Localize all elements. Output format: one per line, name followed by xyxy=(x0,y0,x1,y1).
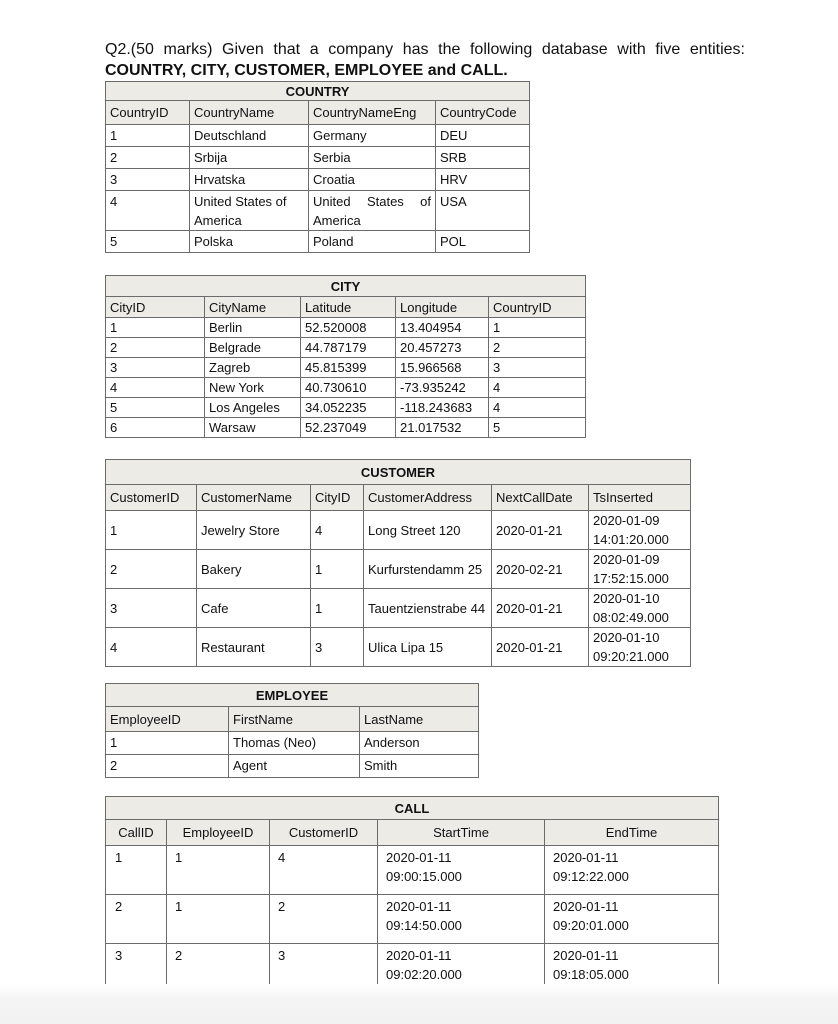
table-cell: 40.730610 xyxy=(301,378,396,398)
table-cell: USA xyxy=(436,191,530,231)
time-part: 09:00:15.000 xyxy=(386,869,462,884)
table-cell: Cafe xyxy=(197,589,311,628)
time-part: 17:52:15.000 xyxy=(593,571,669,586)
date-part: 2020-01-11 xyxy=(386,948,452,963)
table-cell: HRV xyxy=(436,169,530,191)
table-title: CALL xyxy=(106,797,719,820)
table-cell: 2020-01-21 xyxy=(492,511,589,550)
column-header: CountryID xyxy=(106,101,190,125)
table-row xyxy=(106,846,719,895)
table-cell xyxy=(589,511,691,550)
table-cell: Warsaw xyxy=(205,418,301,438)
column-header: CustomerAddress xyxy=(364,485,492,511)
table-cell: 45.815399 xyxy=(301,358,396,378)
table-row xyxy=(106,732,479,755)
table-row xyxy=(106,628,691,667)
table-cell: Serbia xyxy=(309,147,436,169)
table-cell: Polska xyxy=(190,231,309,253)
table-cell: Hrvatska xyxy=(190,169,309,191)
table-cell: Tauentzienstrabe 44 xyxy=(364,589,492,628)
table-cell: Zagreb xyxy=(205,358,301,378)
column-header: TsInserted xyxy=(589,485,691,511)
table-row xyxy=(106,511,691,550)
column-header: CustomerName xyxy=(197,485,311,511)
column-header: EmployeeID xyxy=(167,820,270,846)
table-cell: Agent xyxy=(229,755,360,778)
table-cell: 1 xyxy=(167,846,270,895)
table-cell xyxy=(545,895,719,944)
question-line-1: Q2.(50 marks) Given that a company has the following database with five entities: xyxy=(105,41,745,58)
table-row xyxy=(106,418,586,438)
table-cell: Smith xyxy=(360,755,479,778)
table-cell: -73.935242 xyxy=(396,378,489,398)
table-cell: 52.520008 xyxy=(301,318,396,338)
table-cell: Restaurant xyxy=(197,628,311,667)
customer-table xyxy=(105,459,691,667)
time-part: 09:14:50.000 xyxy=(386,918,462,933)
column-header: CustomerID xyxy=(270,820,378,846)
column-header: CityID xyxy=(106,297,205,318)
table-cell xyxy=(378,846,545,895)
table-cell: 2 xyxy=(106,895,167,944)
column-header: LastName xyxy=(360,707,479,732)
table-cell: Los Angeles xyxy=(205,398,301,418)
column-header: EndTime xyxy=(545,820,719,846)
table-cell: 3 xyxy=(489,358,586,378)
table-cell: 2020-01-21 xyxy=(492,628,589,667)
table-title: CUSTOMER xyxy=(106,460,691,485)
table-row xyxy=(106,398,586,418)
table-cell: 4 xyxy=(489,398,586,418)
date-part: 2020-01-09 xyxy=(593,552,660,567)
table-cell: 13.404954 xyxy=(396,318,489,338)
column-header: CountryNameEng xyxy=(309,101,436,125)
page-bottom-shade xyxy=(0,984,838,1024)
table-cell: 1 xyxy=(106,125,190,147)
date-part: 2020-01-11 xyxy=(386,850,452,865)
table-row xyxy=(106,231,530,253)
table-cell: 3 xyxy=(106,358,205,378)
table-cell: 4 xyxy=(489,378,586,398)
table-cell: 3 xyxy=(311,628,364,667)
table-cell: Berlin xyxy=(205,318,301,338)
table-row xyxy=(106,147,530,169)
column-header: EmployeeID xyxy=(106,707,229,732)
date-part: 2020-01-11 xyxy=(553,948,619,963)
table-cell: 4 xyxy=(270,846,378,895)
table-cell: POL xyxy=(436,231,530,253)
table-cell: 1 xyxy=(106,511,197,550)
table-cell: Belgrade xyxy=(205,338,301,358)
column-header: Longitude xyxy=(396,297,489,318)
time-part: 14:01:20.000 xyxy=(593,532,669,547)
column-header: FirstName xyxy=(229,707,360,732)
time-part: 09:20:21.000 xyxy=(593,649,669,664)
table-row xyxy=(106,169,530,191)
table-cell: Thomas (Neo) xyxy=(229,732,360,755)
table-cell: Jewelry Store xyxy=(197,511,311,550)
column-header: CityID xyxy=(311,485,364,511)
table-title: COUNTRY xyxy=(106,82,530,101)
table-cell: 44.787179 xyxy=(301,338,396,358)
table-cell: Anderson xyxy=(360,732,479,755)
table-cell: -118.243683 xyxy=(396,398,489,418)
table-cell: 52.237049 xyxy=(301,418,396,438)
table-row xyxy=(106,318,586,338)
table-cell: United States of America xyxy=(190,191,309,231)
question-text xyxy=(105,39,745,81)
table-cell: 4 xyxy=(106,378,205,398)
table-cell: 3 xyxy=(106,589,197,628)
column-header: CallID xyxy=(106,820,167,846)
table-cell: 1 xyxy=(311,589,364,628)
column-header: CountryID xyxy=(489,297,586,318)
table-cell: 1 xyxy=(106,318,205,338)
table-cell: Kurfurstendamm 25 xyxy=(364,550,492,589)
time-part: 09:20:01.000 xyxy=(553,918,629,933)
column-header: CountryCode xyxy=(436,101,530,125)
table-cell: 3 xyxy=(106,169,190,191)
table-cell: 4 xyxy=(311,511,364,550)
column-header: CityName xyxy=(205,297,301,318)
table-row xyxy=(106,589,691,628)
table-cell: 2 xyxy=(106,338,205,358)
time-part: 09:12:22.000 xyxy=(553,869,629,884)
table-cell: 15.966568 xyxy=(396,358,489,378)
table-cell xyxy=(545,846,719,895)
table-cell: Deutschland xyxy=(190,125,309,147)
table-cell: 1 xyxy=(167,895,270,944)
table-cell: Germany xyxy=(309,125,436,147)
table-cell: 5 xyxy=(106,398,205,418)
date-part: 2020-01-11 xyxy=(386,899,452,914)
table-cell: 2020-02-21 xyxy=(492,550,589,589)
table-cell: 1 xyxy=(106,732,229,755)
table-title: CITY xyxy=(106,276,586,297)
table-cell: 2 xyxy=(106,147,190,169)
column-header: NextCallDate xyxy=(492,485,589,511)
table-cell xyxy=(589,589,691,628)
column-header: CountryName xyxy=(190,101,309,125)
table-cell: 2020-01-21 xyxy=(492,589,589,628)
table-cell: 6 xyxy=(106,418,205,438)
table-row xyxy=(106,125,530,147)
table-cell: 34.052235 xyxy=(301,398,396,418)
table-cell: Long Street 120 xyxy=(364,511,492,550)
time-part: 08:02:49.000 xyxy=(593,610,669,625)
column-header: Latitude xyxy=(301,297,396,318)
call-table xyxy=(105,796,719,993)
table-cell: 2 xyxy=(106,755,229,778)
table-row xyxy=(106,550,691,589)
table-title: EMPLOYEE xyxy=(106,684,479,707)
date-part: 2020-01-09 xyxy=(593,513,660,528)
time-part: 09:18:05.000 xyxy=(553,967,629,982)
date-part: 2020-01-10 xyxy=(593,630,660,645)
table-cell: DEU xyxy=(436,125,530,147)
table-row xyxy=(106,755,479,778)
table-cell: Poland xyxy=(309,231,436,253)
table-cell: 1 xyxy=(106,846,167,895)
table-cell: New York xyxy=(205,378,301,398)
table-cell: United States of America xyxy=(309,191,436,231)
table-cell: 5 xyxy=(106,231,190,253)
table-cell: 21.017532 xyxy=(396,418,489,438)
column-header: StartTime xyxy=(378,820,545,846)
table-cell xyxy=(378,895,545,944)
table-cell: 2 xyxy=(270,895,378,944)
table-cell: 2 xyxy=(167,944,270,993)
table-cell: 3 xyxy=(270,944,378,993)
table-cell: 4 xyxy=(106,191,190,231)
table-cell: 20.457273 xyxy=(396,338,489,358)
question-line-2: COUNTRY, CITY, CUSTOMER, EMPLOYEE and CALL. xyxy=(105,62,508,79)
table-row xyxy=(106,338,586,358)
table-cell: 2 xyxy=(489,338,586,358)
table-cell: 1 xyxy=(311,550,364,589)
date-part: 2020-01-10 xyxy=(593,591,660,606)
time-part: 09:02:20.000 xyxy=(386,967,462,982)
table-cell: SRB xyxy=(436,147,530,169)
table-cell: 3 xyxy=(106,944,167,993)
column-header: CustomerID xyxy=(106,485,197,511)
table-cell: 1 xyxy=(489,318,586,338)
table-cell xyxy=(589,550,691,589)
table-cell: Srbija xyxy=(190,147,309,169)
table-cell: Bakery xyxy=(197,550,311,589)
table-row xyxy=(106,378,586,398)
city-table xyxy=(105,275,586,438)
table-row xyxy=(106,895,719,944)
table-cell: Croatia xyxy=(309,169,436,191)
table-cell: 5 xyxy=(489,418,586,438)
table-cell: 4 xyxy=(106,628,197,667)
country-table xyxy=(105,81,530,253)
table-cell: 2 xyxy=(106,550,197,589)
table-row xyxy=(106,358,586,378)
date-part: 2020-01-11 xyxy=(553,899,619,914)
table-cell xyxy=(589,628,691,667)
table-row xyxy=(106,191,530,231)
table-cell: Ulica Lipa 15 xyxy=(364,628,492,667)
employee-table xyxy=(105,683,479,778)
date-part: 2020-01-11 xyxy=(553,850,619,865)
